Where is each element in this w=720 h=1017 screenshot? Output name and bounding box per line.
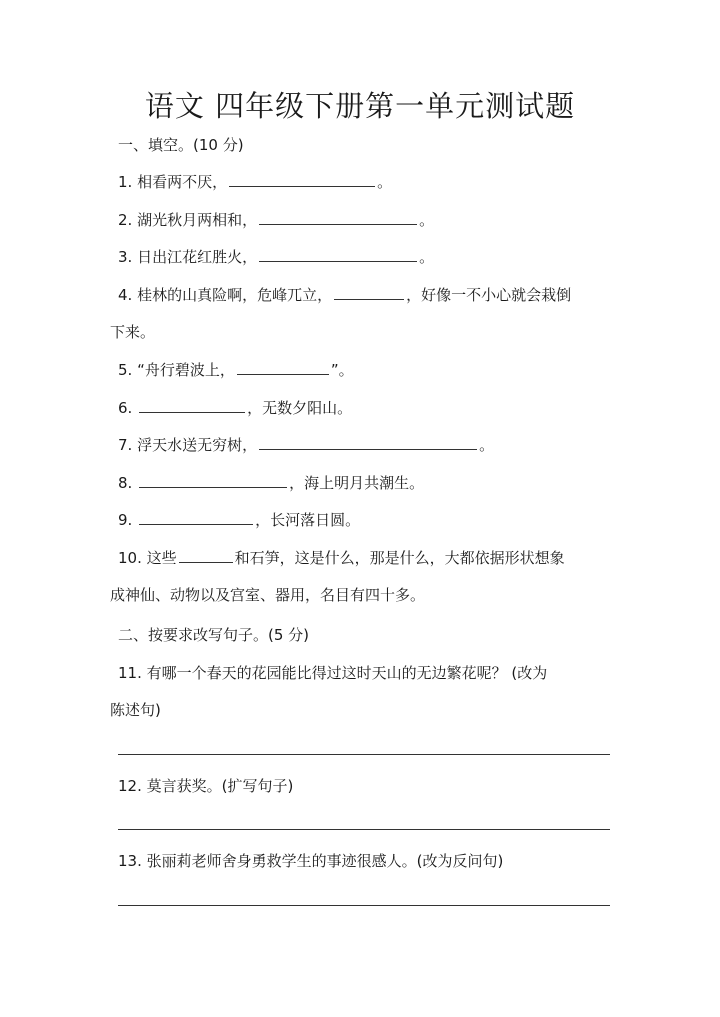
answer-blank[interactable] (334, 284, 404, 300)
question-10 (118, 547, 565, 569)
question-text: ，长河落日圆。 (255, 511, 361, 529)
section1-heading: 一、填空。(10 分) (118, 136, 244, 154)
question-3 (118, 246, 434, 268)
question-10-continuation: 成神仙、动物以及宫室、器用，名目有四十多。 (110, 586, 426, 604)
question-text: 。 (377, 173, 393, 191)
question-5 (118, 359, 354, 381)
question-text: 8. (118, 474, 138, 492)
question-text: 。 (479, 436, 495, 454)
question-text: 。 (419, 248, 435, 266)
question-text: 3. 日出江花红胜火， (118, 248, 258, 266)
question-text: 5. “舟行碧波上， (118, 361, 235, 379)
question-text: 。 (419, 211, 435, 229)
answer-blank[interactable] (259, 434, 477, 450)
question-text: 1. 相看两不厌， (118, 173, 228, 191)
question-text: 6. (118, 399, 138, 417)
question-text: 4. 桂林的山真险啊，危峰兀立， (118, 286, 333, 304)
answer-blank[interactable] (259, 209, 417, 225)
answer-line[interactable] (118, 754, 610, 755)
question-text: 9. (118, 511, 138, 529)
question-12: 12. 莫言获奖。(扩写句子) (118, 777, 294, 795)
answer-blank[interactable] (139, 509, 253, 525)
question-8 (118, 472, 424, 494)
question-text: 和石笋，这是什么，那是什么，大都依据形状想象 (234, 549, 565, 567)
question-text: ”。 (330, 361, 354, 379)
answer-blank[interactable] (139, 472, 287, 488)
question-1 (118, 171, 392, 193)
answer-blank[interactable] (179, 547, 233, 563)
question-text: ，好像一不小心就会栽倒 (406, 286, 572, 304)
question-6 (118, 397, 352, 419)
question-2 (118, 209, 434, 231)
question-7 (118, 434, 494, 456)
answer-blank[interactable] (229, 171, 375, 187)
question-4 (118, 284, 571, 306)
page-title: 语文 四年级下册第一单元测试题 (144, 89, 576, 123)
question-9 (118, 509, 360, 531)
question-4-continuation: 下来。 (110, 323, 156, 341)
question-13: 13. 张丽莉老师舍身勇救学生的事迹很感人。(改为反问句) (118, 852, 504, 870)
question-text: ，无数夕阳山。 (247, 399, 353, 417)
question-text: 10. 这些 (118, 549, 177, 567)
question-text: ，海上明月共潮生。 (289, 474, 425, 492)
answer-blank[interactable] (139, 397, 245, 413)
question-11-continuation: 陈述句) (110, 701, 161, 719)
answer-line[interactable] (118, 829, 610, 830)
answer-blank[interactable] (259, 246, 417, 262)
answer-line[interactable] (118, 905, 610, 906)
section2-heading: 二、按要求改写句子。(5 分) (118, 626, 310, 644)
question-text: 7. 浮天水送无穷树， (118, 436, 258, 454)
question-11: 11. 有哪一个春天的花园能比得过这时天山的无边繁花呢？ (改为 (118, 664, 548, 682)
question-text: 2. 湖光秋月两相和， (118, 211, 258, 229)
answer-blank[interactable] (237, 359, 329, 375)
